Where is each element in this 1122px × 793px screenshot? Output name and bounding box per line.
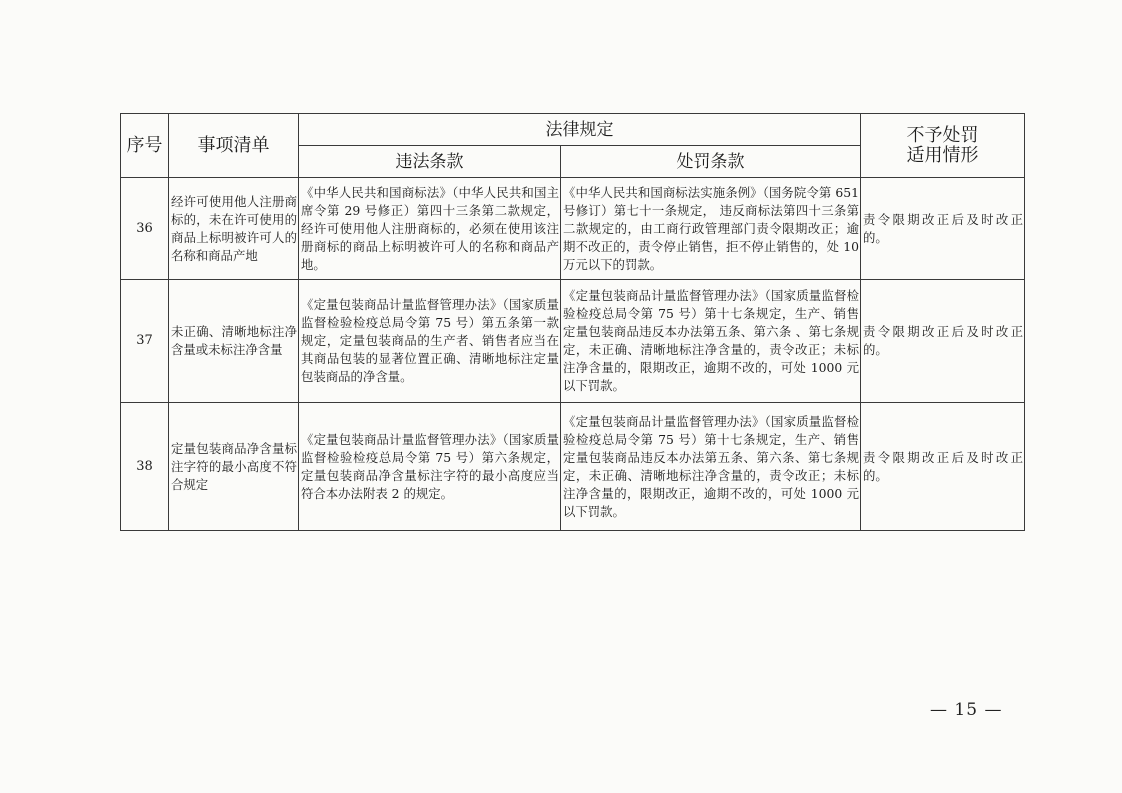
row-penalty: 《中华人民共和国商标法实施条例》（国务院令第 651 号修订）第七十一条规定， 违反商标法第四十三条第二款规定的，由工商行政管理部门责令限期改正；逾期不改正的，责令停止销售，拒不停止销售的，处 10 万元以下的罚款。 [561, 178, 861, 280]
header-penalty: 处罚条款 [561, 146, 861, 178]
row-violation: 《定量包装商品计量监督管理办法》（国家质量监督检验检疫总局令第 75 号）第六条规定，定量包装商品净含量标注字符的最小高度应当符合本办法附表 2 的规定。 [299, 403, 561, 531]
header-exemption: 不予处罚 适用情形 [861, 114, 1025, 178]
row-item: 未正确、清晰地标注净含量或未标注净含量 [169, 280, 299, 403]
row-exemption: 责令限期改正后及时改正的。 [861, 280, 1025, 403]
row-item: 定量包装商品净含量标注字符的最小高度不符合规定 [169, 403, 299, 531]
table-row [121, 280, 1025, 403]
row-exemption: 责令限期改正后及时改正的。 [861, 403, 1025, 531]
row-index: 36 [121, 178, 169, 280]
row-violation: 《定量包装商品计量监督管理办法》（国家质量监督检验检疫总局令第 75 号）第五条第一款规定，定量包装商品的生产者、销售者应当在其商品包装的显著位置正确、清晰地标注定量包装商品的净含量。 [299, 280, 561, 403]
header-violation: 违法条款 [299, 146, 561, 178]
page-number: — 15 — [930, 700, 1003, 720]
header-row-top [121, 114, 1025, 146]
table-row [121, 403, 1025, 531]
row-index: 37 [121, 280, 169, 403]
row-penalty: 《定量包装商品计量监督管理办法》（国家质量监督检验检疫总局令第 75 号）第十七条规定，生产、销售定量包装商品违反本办法第五条、第六条 、第七条规定，未正确、清晰地标注净含量的，责令改正；未标注净含量的，限期改正，逾期不改的，可处 1000 元以下罚款。 [561, 280, 861, 403]
header-law: 法律规定 [299, 114, 861, 146]
header-item: 事项清单 [169, 114, 299, 178]
row-penalty: 《定量包装商品计量监督管理办法》（国家质量监督检验检疫总局令第 75 号）第十七条规定，生产、销售定量包装商品违反本办法第五条、第六条、第七条规定，未正确、清晰地标注净含量的，责令改正；未标注净含量的，限期改正，逾期不改的，可处 1000 元以下罚款。 [561, 403, 861, 531]
regulation-table [120, 113, 1025, 531]
header-index: 序号 [121, 114, 169, 178]
table-row [121, 178, 1025, 280]
row-exemption: 责令限期改正后及时改正的。 [861, 178, 1025, 280]
row-index: 38 [121, 403, 169, 531]
row-violation: 《中华人民共和国商标法》（中华人民共和国主席令第 29 号修正）第四十三条第二款规定，经许可使用他人注册商标的，必须在使用该注册商标的商品上标明被许可人的名称和商品产地。 [299, 178, 561, 280]
row-item: 经许可使用他人注册商标的，未在许可使用的商品上标明被许可人的名称和商品产地 [169, 178, 299, 280]
